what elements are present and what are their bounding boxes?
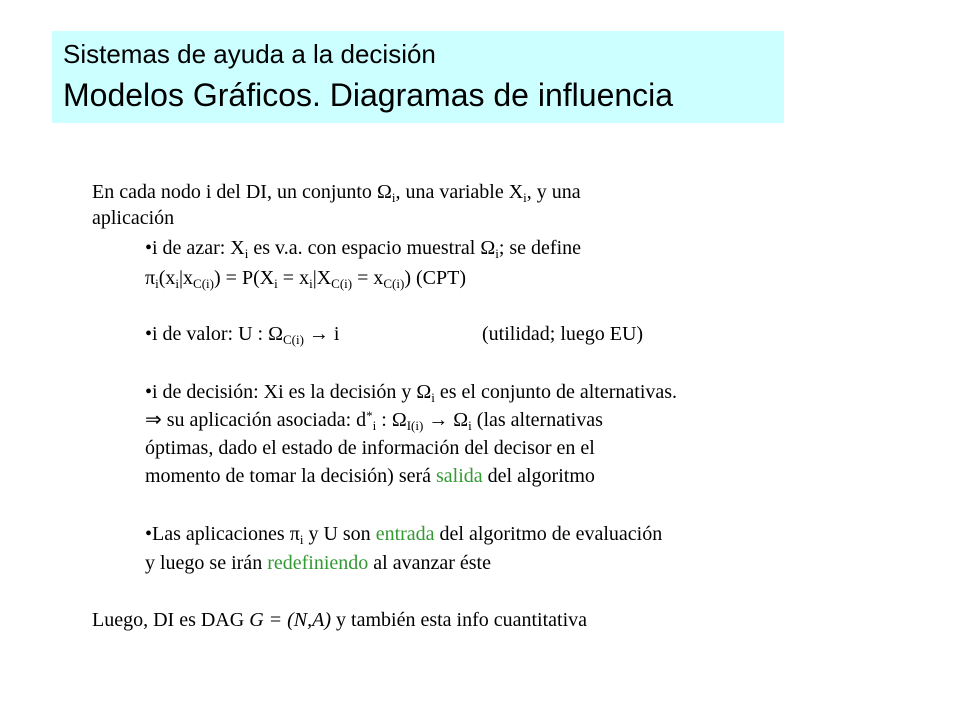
aplicaciones-line-2: y luego se irán redefiniendo al avanzar éste <box>145 552 491 574</box>
decision-line-4: momento de tomar la decisión) será salida del algoritmo <box>145 465 595 487</box>
decision-line-2: ⇒ su aplicación asociada: $d^*_i$ : $\Omega_{I(i)} \to \Omega_i$ (las alternativas <box>145 408 603 433</box>
redefiniendo-highlight: redefiniendo <box>267 552 369 574</box>
intro-line-2: aplicación <box>92 207 175 229</box>
bullet-azar: •i de azar: $X_i$ es v.a. con espacio muestral $\Omega_i$; se define <box>145 237 581 261</box>
entrada-highlight: entrada <box>375 523 435 545</box>
decision-line-3: óptimas, dado el estado de información del decisor en el <box>145 437 595 459</box>
bullet-valor: •i de valor: U : $\Omega_{C(i)} \to i$ <box>145 323 340 347</box>
conclusion-line: Luego, DI es DAG G = (N,A) y también esta info cuantitativa <box>92 609 588 631</box>
bullet-decision: •i de decisión: Xi es la decisión y $\Omega_i$ es el conjunto de alternativas. <box>145 381 678 405</box>
valor-note: (utilidad; luego EU) <box>482 323 644 345</box>
bullet-aplicaciones: •Las aplicaciones $\pi_i$ y U son entrada del algoritmo de evaluación <box>145 523 663 547</box>
salida-highlight: salida <box>436 465 483 487</box>
intro-line-1: En cada nodo i del DI, un conjunto $\Omega_i$, una variable $X_i$, y una <box>92 181 581 205</box>
cpt-formula: $\pi_i(x_i|x_{C(i)}) = P(X_i = x_i|X_{C(i)} = x_{C(i)})$ (CPT) <box>145 267 467 291</box>
slide-subtitle: Sistemas de ayuda a la decisión <box>63 39 436 69</box>
slide-title: Modelos Gráficos. Diagramas de influencia <box>63 77 674 113</box>
